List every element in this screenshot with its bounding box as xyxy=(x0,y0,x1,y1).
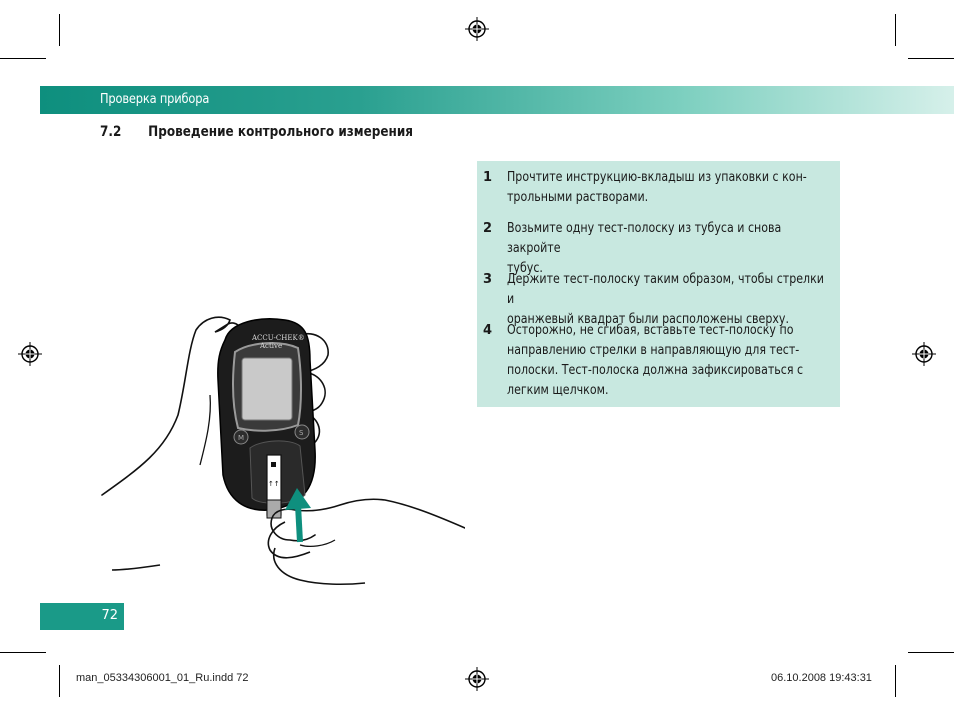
crop-mark-top-right-vertical xyxy=(895,14,896,46)
step-text: Прочтите инструкцию-вкладыш из упаковки с кон- трольными растворами. xyxy=(507,170,807,205)
footer-datetime: 06.10.2008 19:43:31 xyxy=(771,672,872,684)
meter-model-text: Active xyxy=(260,342,283,350)
glucose-meter xyxy=(218,319,315,518)
step-number: 4 xyxy=(483,323,493,338)
meter-insertion-illustration xyxy=(100,300,465,595)
step-number: 2 xyxy=(483,221,493,236)
step-number: 3 xyxy=(483,272,493,287)
crop-mark-top-right-horizontal xyxy=(908,58,954,59)
meter-button-s-label: S xyxy=(299,429,304,437)
section-number: 7.2 xyxy=(100,124,122,140)
registration-mark-left-icon xyxy=(18,342,42,366)
crop-mark-bottom-right-vertical xyxy=(895,665,896,697)
section-heading xyxy=(100,124,413,140)
crop-mark-bottom-left-horizontal xyxy=(0,652,46,653)
registration-mark-right-icon xyxy=(912,342,936,366)
chapter-header-bar xyxy=(40,86,954,114)
page-number-tab xyxy=(40,603,124,630)
registration-mark-bottom-icon xyxy=(465,667,489,691)
page-number: 72 xyxy=(101,608,118,623)
meter-button-m-label: M xyxy=(238,434,245,442)
crop-mark-bottom-right-horizontal xyxy=(908,652,954,653)
chapter-title: Проверка прибора xyxy=(100,92,210,107)
footer-filename: man_05334306001_01_Ru.indd 72 xyxy=(76,672,249,684)
crop-mark-bottom-left-vertical xyxy=(59,665,60,697)
instruction-steps-box xyxy=(477,161,840,407)
test-strip-arrows: ↑↑ xyxy=(268,480,280,488)
step-text: Держите тест-полоску таким образом, чтобы стрелки и оранжевый квадрат были расположены сверху. xyxy=(507,272,824,327)
step-text: Осторожно, не сгибая, вставьте тест-полоску по направлению стрелки в направляющую для тест- полоски. Тест-полоска должна зафиксироваться с легким щелчком. xyxy=(507,323,804,398)
crop-mark-top-left-vertical xyxy=(59,14,60,46)
crop-mark-top-left-horizontal xyxy=(0,58,46,59)
registration-mark-top-icon xyxy=(465,17,489,41)
step-text: Возьмите одну тест-полоску из тубуса и снова закройте тубус. xyxy=(507,221,782,276)
meter-brand-text: ACCU-CHEK® xyxy=(252,334,305,342)
section-title: Проведение контрольного измерения xyxy=(148,124,414,140)
step-number: 1 xyxy=(483,170,493,185)
